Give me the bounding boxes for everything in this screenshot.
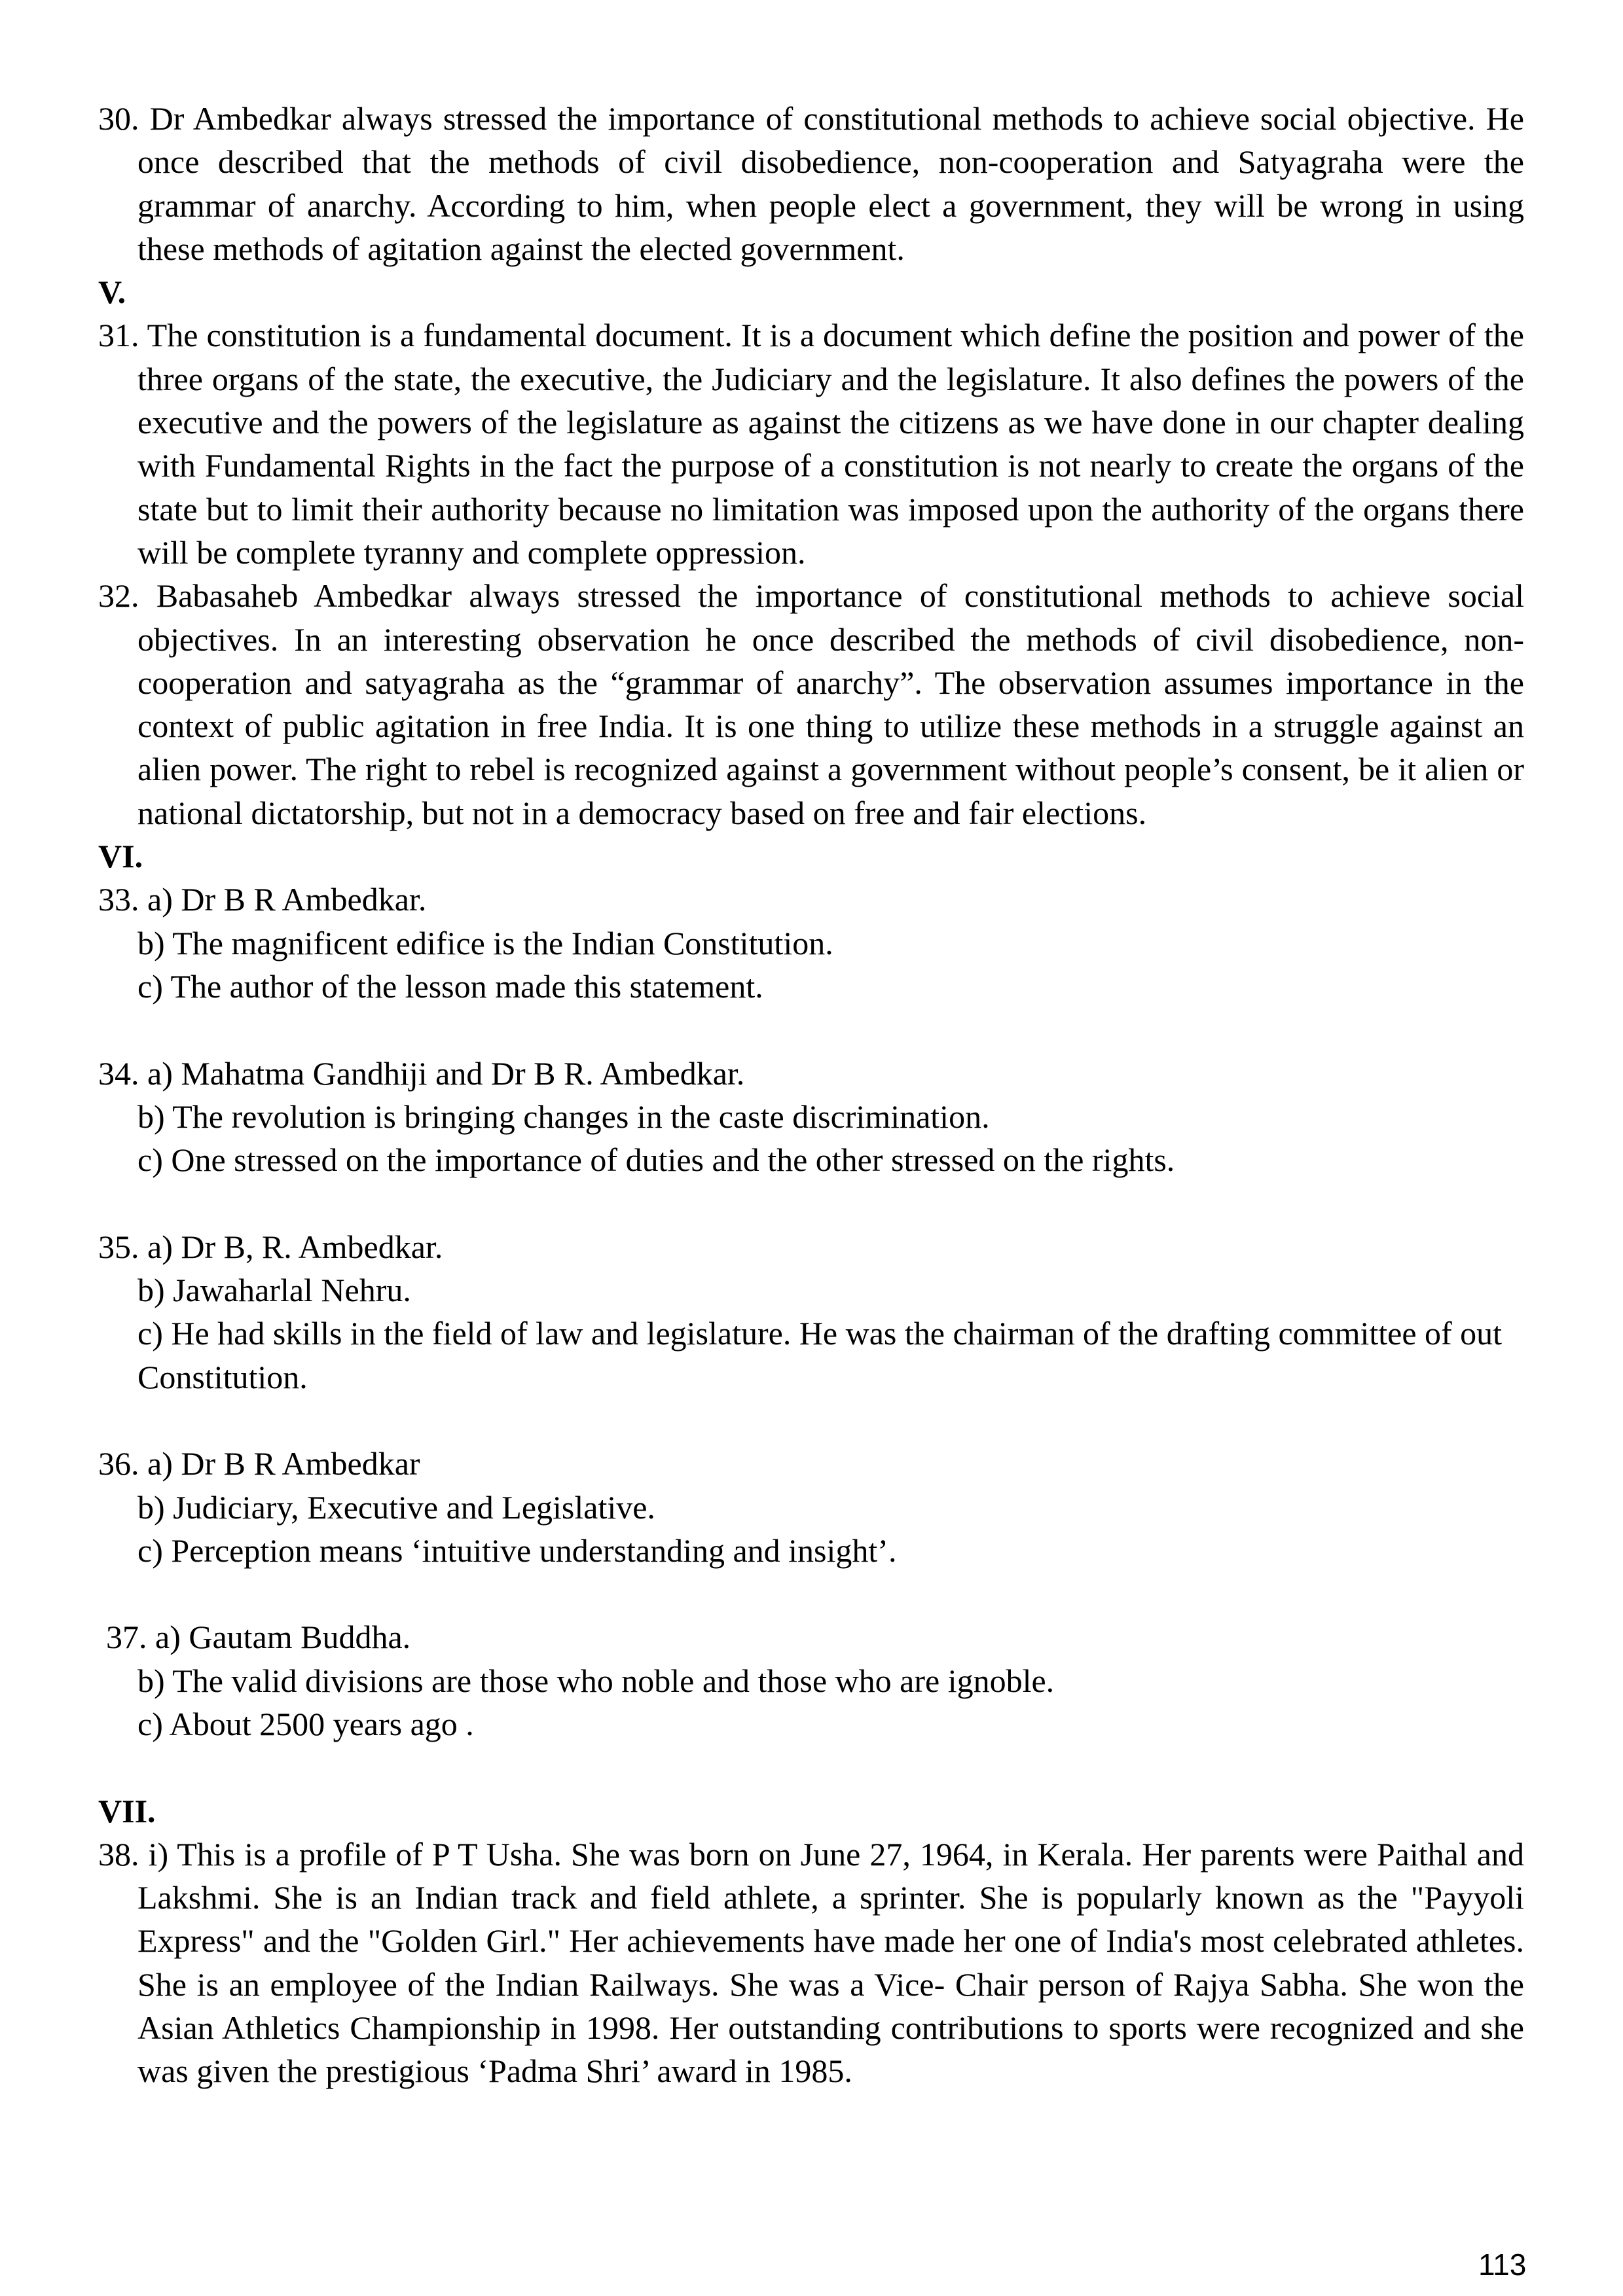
answer-37-b: b) The valid divisions are those who noble and those who are ignoble. [137, 1662, 1055, 1699]
answer-36-c: c) Perception means ‘intuitive understanding and insight’. [137, 1532, 897, 1569]
answer-35-c: c) He had skills in the field of law and legislature. He was the chairman of the drafting committee of out Constitution. [137, 1315, 1503, 1395]
answer-30: 30. Dr Ambedkar always stressed the importance of constitutional methods to achieve social objective. He once described that the methods of civil disobedience, non-cooperation and Satyagraha were the grammar of anarchy. According to him, when people elect a government, they will be wrong in using these methods of agitation against the elected government. [98, 100, 1524, 267]
answer-key-page [98, 97, 1524, 2093]
answer-35-a: 35. a) Dr B, R. Ambedkar. [98, 1228, 443, 1265]
answer-34-a: 34. a) Mahatma Gandhiji and Dr B R. Ambedkar. [98, 1054, 745, 1092]
answer-34-c: c) One stressed on the importance of duties and the other stressed on the rights. [137, 1141, 1175, 1179]
answer-36-a: 36. a) Dr B R Ambedkar [98, 1445, 420, 1482]
answer-33-b: b) The magnificent edifice is the Indian Constitution. [137, 924, 833, 961]
answer-33-c: c) The author of the lesson made this statement. [137, 967, 763, 1005]
spacer [98, 1399, 1524, 1442]
section-heading-vi: VI. [98, 838, 143, 875]
page-number: 113 [1478, 2248, 1527, 2282]
answer-35-b: b) Jawaharlal Nehru. [137, 1272, 411, 1309]
answer-34 [98, 1052, 1524, 1182]
answer-37-c: c) About 2500 years ago . [137, 1705, 474, 1742]
answer-32: 32. Babasaheb Ambedkar always stressed the importance of constitutional methods to achieve social objectives. In an interesting observation he once described the methods of civil disobedience, non-cooperation and satyagraha as the “grammar of anarchy”. The observation assumes importance in the context of public agitation in free India. It is one thing to utilize these methods in a struggle against an alien power. The right to rebel is recognized against a government without people’s consent, be it alien or national dictatorship, but not in a democracy based on free and fair elections. [98, 577, 1524, 831]
section-heading-v: V. [98, 274, 126, 311]
spacer [98, 1746, 1524, 1789]
spacer [98, 1181, 1524, 1225]
spacer [98, 1008, 1524, 1051]
answer-37 [98, 1615, 1524, 1746]
answer-36-b: b) Judiciary, Executive and Legislative. [137, 1488, 655, 1526]
answer-35 [98, 1225, 1524, 1399]
section-heading-vii: VII. [98, 1792, 156, 1829]
answer-38: 38. i) This is a profile of P T Usha. She was born on June 27, 1964, in Kerala. Her parents were Paithal and Lakshmi. She is an Indian track and field athlete, a sprinter. She is popularly known as the "Payyoli Express" and the "Golden Girl." Her achievements have made her one of India's most celebrated athletes. She is an employee of the Indian Railways. She was a Vice- Chair person of Rajya Sabha. She won the Asian Athletics Championship in 1998. Her outstanding contributions to sports were recognized and she was given the prestigious ‘Padma Shri’ award in 1985. [98, 1835, 1524, 2090]
answer-33-a: 33. a) Dr B R Ambedkar. [98, 881, 427, 918]
answer-36 [98, 1442, 1524, 1572]
answer-31: 31. The constitution is a fundamental document. It is a document which define the position and power of the three organs of the state, the executive, the Judiciary and the legislature. It also defines the powers of the executive and the powers of the legislature as against the citizens as we have done in our chapter dealing with Fundamental Rights in the fact the purpose of a constitution is not nearly to create the organs of the state but to limit their authority because no limitation was imposed upon the authority of the organs there will be complete tyranny and complete oppression. [98, 317, 1524, 571]
answer-33 [98, 878, 1524, 1008]
answer-34-b: b) The revolution is bringing changes in the caste discrimination. [137, 1098, 990, 1135]
spacer [98, 1572, 1524, 1615]
answer-37-a: 37. a) Gautam Buddha. [106, 1619, 411, 1656]
